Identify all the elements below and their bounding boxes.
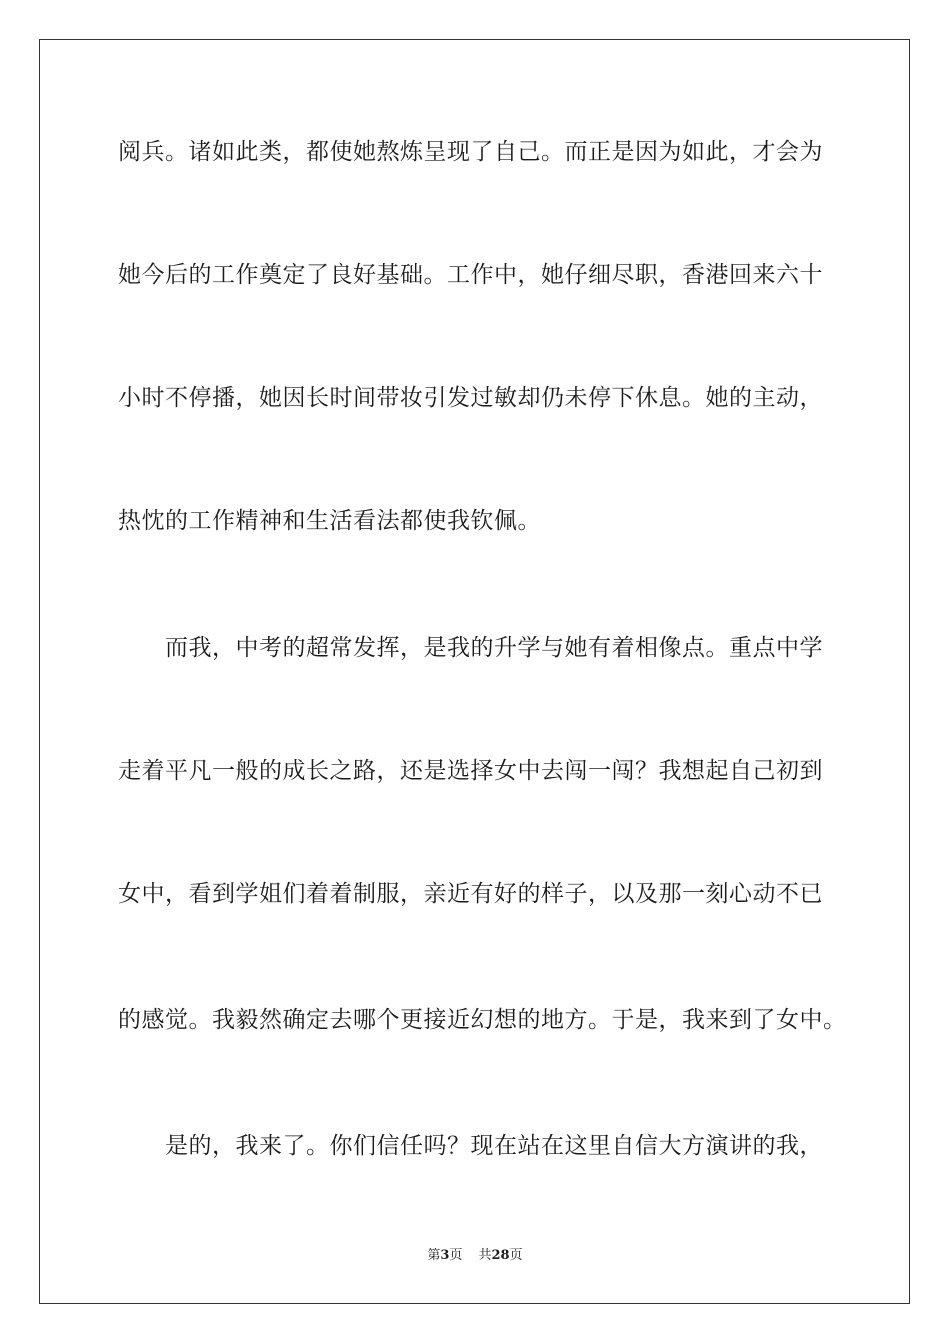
total-prefix: 共: [478, 1248, 492, 1263]
text-line: 她今后的工作奠定了良好基础。工作中，她仔细尽职，香港回来六十: [118, 262, 823, 288]
text-line: 热忱的工作精神和生活看法都使我钦佩。: [118, 508, 541, 534]
page-suffix: 页: [449, 1248, 463, 1263]
text-line: 小时不停播，她因长时间带妆引发过敏却仍未停下休息。她的主动，: [118, 385, 823, 411]
total-pages: 28: [491, 1248, 510, 1263]
page-footer: [0, 1247, 950, 1265]
page-number: 3: [440, 1248, 450, 1263]
text-line: 走着平凡一般的成长之路，还是选择女中去闯一闯？我想起自己初到: [118, 758, 823, 784]
text-line: 阅兵。诸如此类，都使她熬炼呈现了自己。而正是因为如此，才会为: [118, 139, 823, 165]
page-prefix: 第: [427, 1248, 441, 1263]
paragraph-start-line: 是的，我来了。你们信任吗？现在站在这里自信大方演讲的我，: [165, 1133, 823, 1159]
total-suffix: 页: [509, 1248, 523, 1263]
text-line: 女中，看到学姐们着着制服，亲近有好的样子，以及那一刻心动不已: [118, 881, 823, 907]
paragraph-start-line: 而我，中考的超常发挥，是我的升学与她有着相像点。重点中学: [165, 635, 823, 661]
page-border: [39, 39, 910, 1304]
text-line: 的感觉。我毅然确定去哪个更接近幻想的地方。于是，我来到了女中。: [118, 1007, 847, 1033]
